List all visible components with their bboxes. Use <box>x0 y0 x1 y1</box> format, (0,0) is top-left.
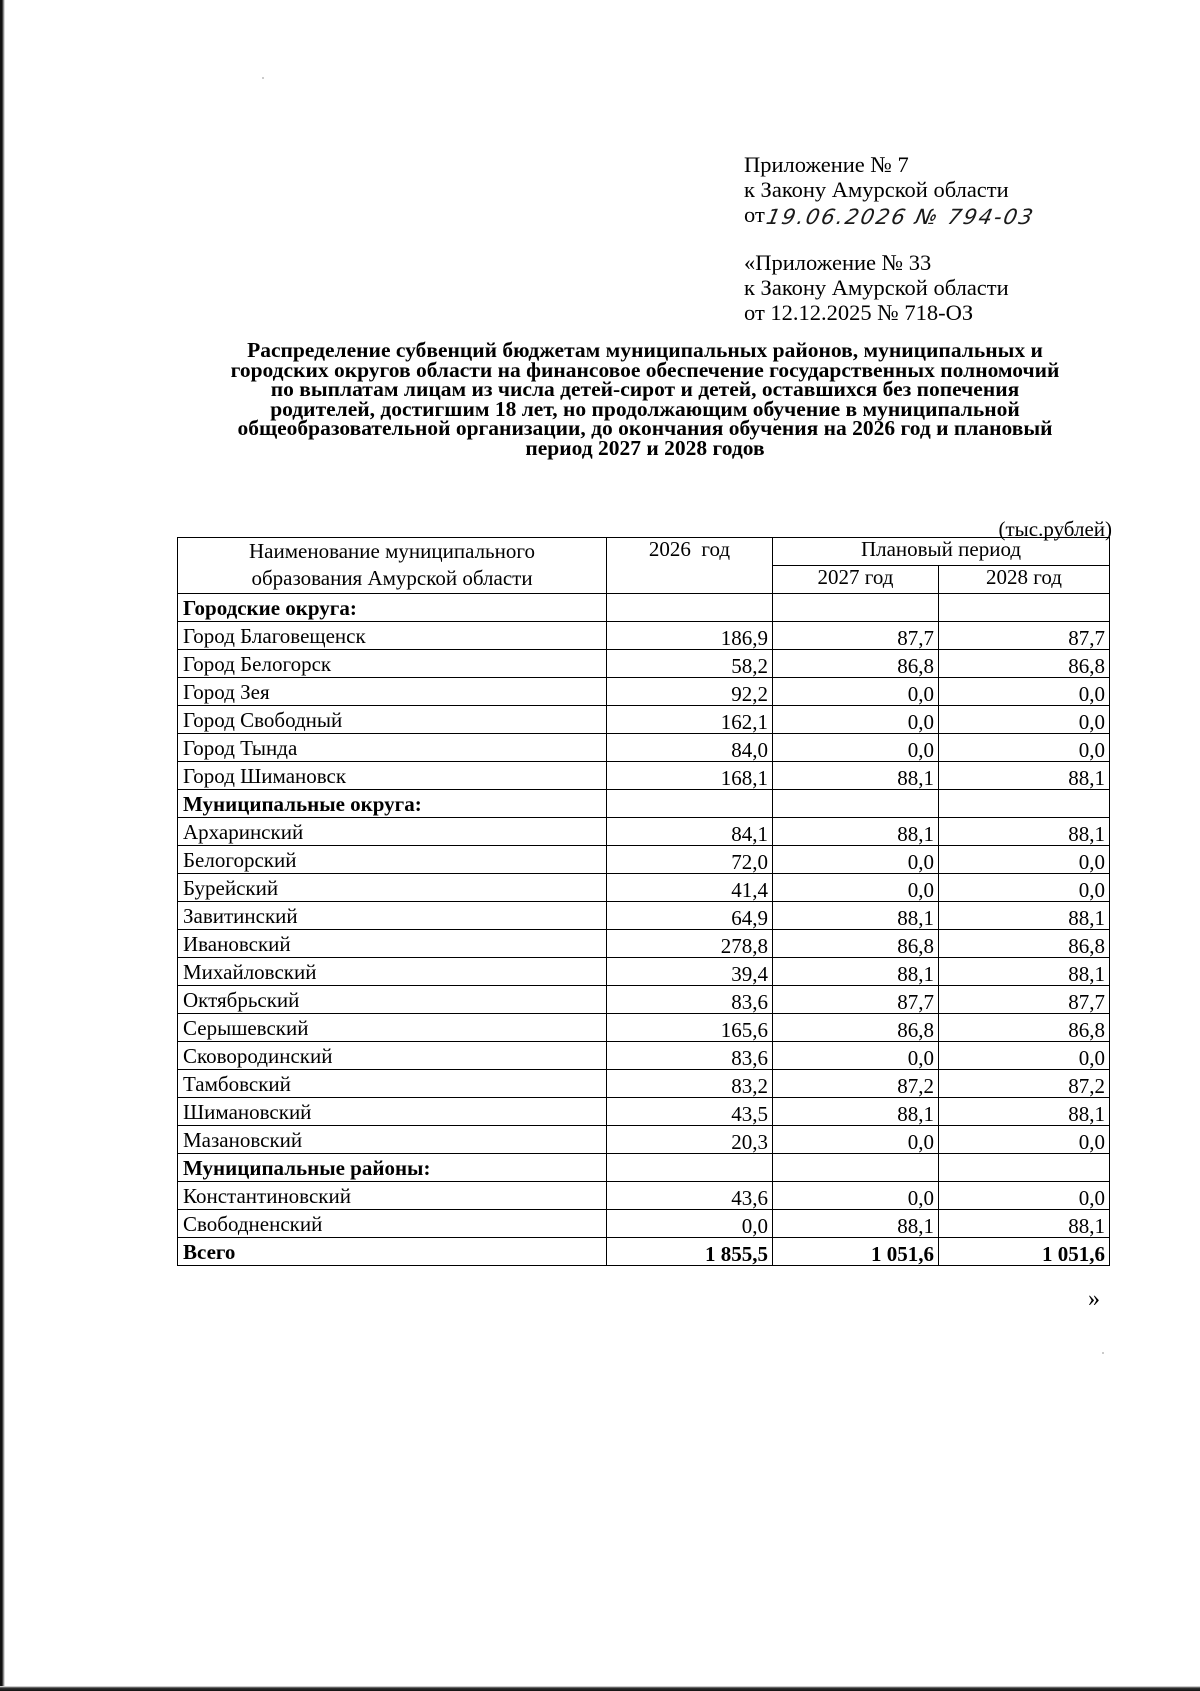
value-2026-cell <box>607 790 773 818</box>
value-2027-cell: 0,0 <box>773 678 939 706</box>
value-2027-cell: 0,0 <box>773 706 939 734</box>
value-2027-cell: 1 051,6 <box>773 1238 939 1266</box>
section-row <box>178 1154 1110 1182</box>
value-2026-cell: 20,3 <box>607 1126 773 1154</box>
total-row <box>178 1238 1110 1266</box>
title-line: городских округов области на финансовое обеспечение государственных полномочий <box>230 357 1060 382</box>
municipality-name-cell: Муниципальные округа: <box>178 790 607 818</box>
value-2027-cell: 0,0 <box>773 734 939 762</box>
table-row <box>178 930 1110 958</box>
value-2028-cell <box>939 594 1110 622</box>
value-2028-cell: 87,7 <box>939 986 1110 1014</box>
previous-appendix-law-reference: к Закону Амурской области <box>744 275 1009 300</box>
value-2026-cell: 43,6 <box>607 1182 773 1210</box>
value-2026-cell: 39,4 <box>607 958 773 986</box>
table-row <box>178 678 1110 706</box>
title-line: по выплатам лицам из числа детей-сирот и детей, оставшихся без попечения <box>270 377 1020 401</box>
value-2027-cell: 87,7 <box>773 622 939 650</box>
value-2027-cell: 0,0 <box>773 1042 939 1070</box>
table-row <box>178 818 1110 846</box>
table-row <box>178 902 1110 930</box>
municipality-name-cell: Завитинский <box>178 902 607 930</box>
value-2026-cell: 83,6 <box>607 986 773 1014</box>
value-2027-cell: 88,1 <box>773 1210 939 1238</box>
value-2026-cell <box>607 594 773 622</box>
value-2028-cell: 86,8 <box>939 1014 1110 1042</box>
scan-edge-bottom <box>0 1686 1200 1691</box>
value-2028-cell: 88,1 <box>939 762 1110 790</box>
title-line: период 2027 и 2028 годов <box>525 435 765 460</box>
appendix-law-reference: к Закону Амурской области <box>744 177 1009 202</box>
value-2028-cell: 0,0 <box>939 874 1110 902</box>
scan-edge-left <box>0 0 5 1691</box>
table-row <box>178 734 1110 762</box>
value-2027-cell: 0,0 <box>773 1126 939 1154</box>
value-2027-cell: 0,0 <box>773 874 939 902</box>
value-2027-cell <box>773 790 939 818</box>
value-2026-cell: 278,8 <box>607 930 773 958</box>
section-row <box>178 790 1110 818</box>
municipality-name-cell: Тамбовский <box>178 1070 607 1098</box>
value-2028-cell: 1 051,6 <box>939 1238 1110 1266</box>
header-municipality <box>178 538 607 594</box>
header-year-2027: 2027 год <box>773 566 939 594</box>
value-2028-cell: 0,0 <box>939 1126 1110 1154</box>
value-2028-cell: 0,0 <box>939 1182 1110 1210</box>
document-title <box>150 338 1140 460</box>
value-2026-cell: 72,0 <box>607 846 773 874</box>
value-2026-cell: 83,2 <box>607 1070 773 1098</box>
value-2026-cell: 41,4 <box>607 874 773 902</box>
value-2026-cell: 58,2 <box>607 650 773 678</box>
value-2028-cell: 0,0 <box>939 706 1110 734</box>
value-2026-cell: 83,6 <box>607 1042 773 1070</box>
value-2026-cell: 1 855,5 <box>607 1238 773 1266</box>
appendix-date-line <box>744 202 1164 228</box>
municipality-name-cell: Октябрьский <box>178 986 607 1014</box>
table-row <box>178 986 1110 1014</box>
title-line: Распределение субвенций бюджетам муниципальных районов, муниципальных и <box>247 338 1043 362</box>
value-2028-cell: 88,1 <box>939 902 1110 930</box>
municipality-name-cell: Муниципальные районы: <box>178 1154 607 1182</box>
value-2027-cell: 86,8 <box>773 930 939 958</box>
table-row <box>178 1098 1110 1126</box>
table-row <box>178 846 1110 874</box>
value-2027-cell: 86,8 <box>773 650 939 678</box>
value-2027-cell: 87,2 <box>773 1070 939 1098</box>
previous-appendix-reference <box>744 250 1164 325</box>
appendix-header <box>744 152 1164 325</box>
value-2028-cell <box>939 1154 1110 1182</box>
municipality-name-cell: Шимановский <box>178 1098 607 1126</box>
value-2027-cell: 0,0 <box>773 1182 939 1210</box>
value-2027-cell: 88,1 <box>773 1098 939 1126</box>
value-2028-cell: 88,1 <box>939 958 1110 986</box>
header-planning-period: Плановый период <box>773 538 1110 566</box>
municipality-name-cell: Сковородинский <box>178 1042 607 1070</box>
municipality-name-cell: Свободненский <box>178 1210 607 1238</box>
value-2028-cell: 88,1 <box>939 1210 1110 1238</box>
value-2027-cell: 88,1 <box>773 958 939 986</box>
value-2026-cell: 0,0 <box>607 1210 773 1238</box>
value-2026-cell <box>607 1154 773 1182</box>
value-2028-cell: 86,8 <box>939 930 1110 958</box>
municipality-name-cell: Бурейский <box>178 874 607 902</box>
header-year-2026: 2026 год <box>607 538 773 594</box>
header-municipality-line2: образования Амурской области <box>251 566 533 590</box>
header-year-2028: 2028 год <box>939 566 1110 594</box>
municipality-name-cell: Город Шимановск <box>178 762 607 790</box>
table-row <box>178 1042 1110 1070</box>
header-municipality-line1: Наименование муниципального <box>249 539 535 563</box>
scan-speck <box>262 77 264 79</box>
value-2026-cell: 168,1 <box>607 762 773 790</box>
value-2027-cell: 88,1 <box>773 762 939 790</box>
value-2026-cell: 92,2 <box>607 678 773 706</box>
previous-appendix-date: от 12.12.2025 № 718-ОЗ <box>744 300 974 325</box>
units-label: (тыс.рублей) <box>998 517 1112 541</box>
value-2026-cell: 186,9 <box>607 622 773 650</box>
value-2028-cell: 0,0 <box>939 846 1110 874</box>
table-row <box>178 1210 1110 1238</box>
value-2028-cell: 87,7 <box>939 622 1110 650</box>
municipality-name-cell: Мазановский <box>178 1126 607 1154</box>
table-row <box>178 762 1110 790</box>
value-2026-cell: 165,6 <box>607 1014 773 1042</box>
value-2028-cell: 88,1 <box>939 1098 1110 1126</box>
municipality-name-cell: Городские округа: <box>178 594 607 622</box>
appendix-date-prefix: от <box>744 202 765 227</box>
value-2027-cell: 87,7 <box>773 986 939 1014</box>
closing-quote: » <box>1088 1286 1100 1312</box>
table-row <box>178 1014 1110 1042</box>
value-2026-cell: 162,1 <box>607 706 773 734</box>
value-2026-cell: 64,9 <box>607 902 773 930</box>
table-row <box>178 650 1110 678</box>
municipality-name-cell: Архаринский <box>178 818 607 846</box>
municipality-name-cell: Ивановский <box>178 930 607 958</box>
table-row <box>178 958 1110 986</box>
value-2028-cell: 0,0 <box>939 678 1110 706</box>
value-2027-cell: 88,1 <box>773 902 939 930</box>
value-2027-cell <box>773 1154 939 1182</box>
municipality-name-cell: Город Белогорск <box>178 650 607 678</box>
subvention-distribution-table <box>177 537 1110 1266</box>
table-row <box>178 1070 1110 1098</box>
value-2027-cell: 86,8 <box>773 1014 939 1042</box>
value-2027-cell: 0,0 <box>773 846 939 874</box>
municipality-name-cell: Город Свободный <box>178 706 607 734</box>
municipality-name-cell: Белогорский <box>178 846 607 874</box>
municipality-name-cell: Михайловский <box>178 958 607 986</box>
value-2028-cell: 88,1 <box>939 818 1110 846</box>
table-row <box>178 874 1110 902</box>
value-2028-cell: 0,0 <box>939 734 1110 762</box>
appendix-number: Приложение № 7 <box>744 152 909 177</box>
value-2026-cell: 84,1 <box>607 818 773 846</box>
table-row <box>178 622 1110 650</box>
table-row <box>178 1182 1110 1210</box>
table-body <box>178 594 1110 1266</box>
handwritten-date-number: 19.06.2026 № 794-03 <box>763 205 1037 229</box>
value-2028-cell: 0,0 <box>939 1042 1110 1070</box>
municipality-name-cell: Город Благовещенск <box>178 622 607 650</box>
title-line: родителей, достигшим 18 лет, но продолжающим обучение в муниципальной <box>270 396 1020 421</box>
title-line: общеобразовательной организации, до окончания обучения на 2026 год и плановый <box>237 416 1053 440</box>
scan-speck <box>1102 1352 1104 1354</box>
municipality-name-cell: Всего <box>178 1238 607 1266</box>
section-row <box>178 594 1110 622</box>
value-2027-cell: 88,1 <box>773 818 939 846</box>
value-2028-cell: 87,2 <box>939 1070 1110 1098</box>
previous-appendix-number: «Приложение № 33 <box>744 250 932 275</box>
municipality-name-cell: Константиновский <box>178 1182 607 1210</box>
table-row <box>178 706 1110 734</box>
value-2028-cell: 86,8 <box>939 650 1110 678</box>
value-2026-cell: 43,5 <box>607 1098 773 1126</box>
value-2026-cell: 84,0 <box>607 734 773 762</box>
municipality-name-cell: Город Зея <box>178 678 607 706</box>
value-2028-cell <box>939 790 1110 818</box>
municipality-name-cell: Город Тында <box>178 734 607 762</box>
value-2027-cell <box>773 594 939 622</box>
table-row <box>178 1126 1110 1154</box>
municipality-name-cell: Серышевский <box>178 1014 607 1042</box>
